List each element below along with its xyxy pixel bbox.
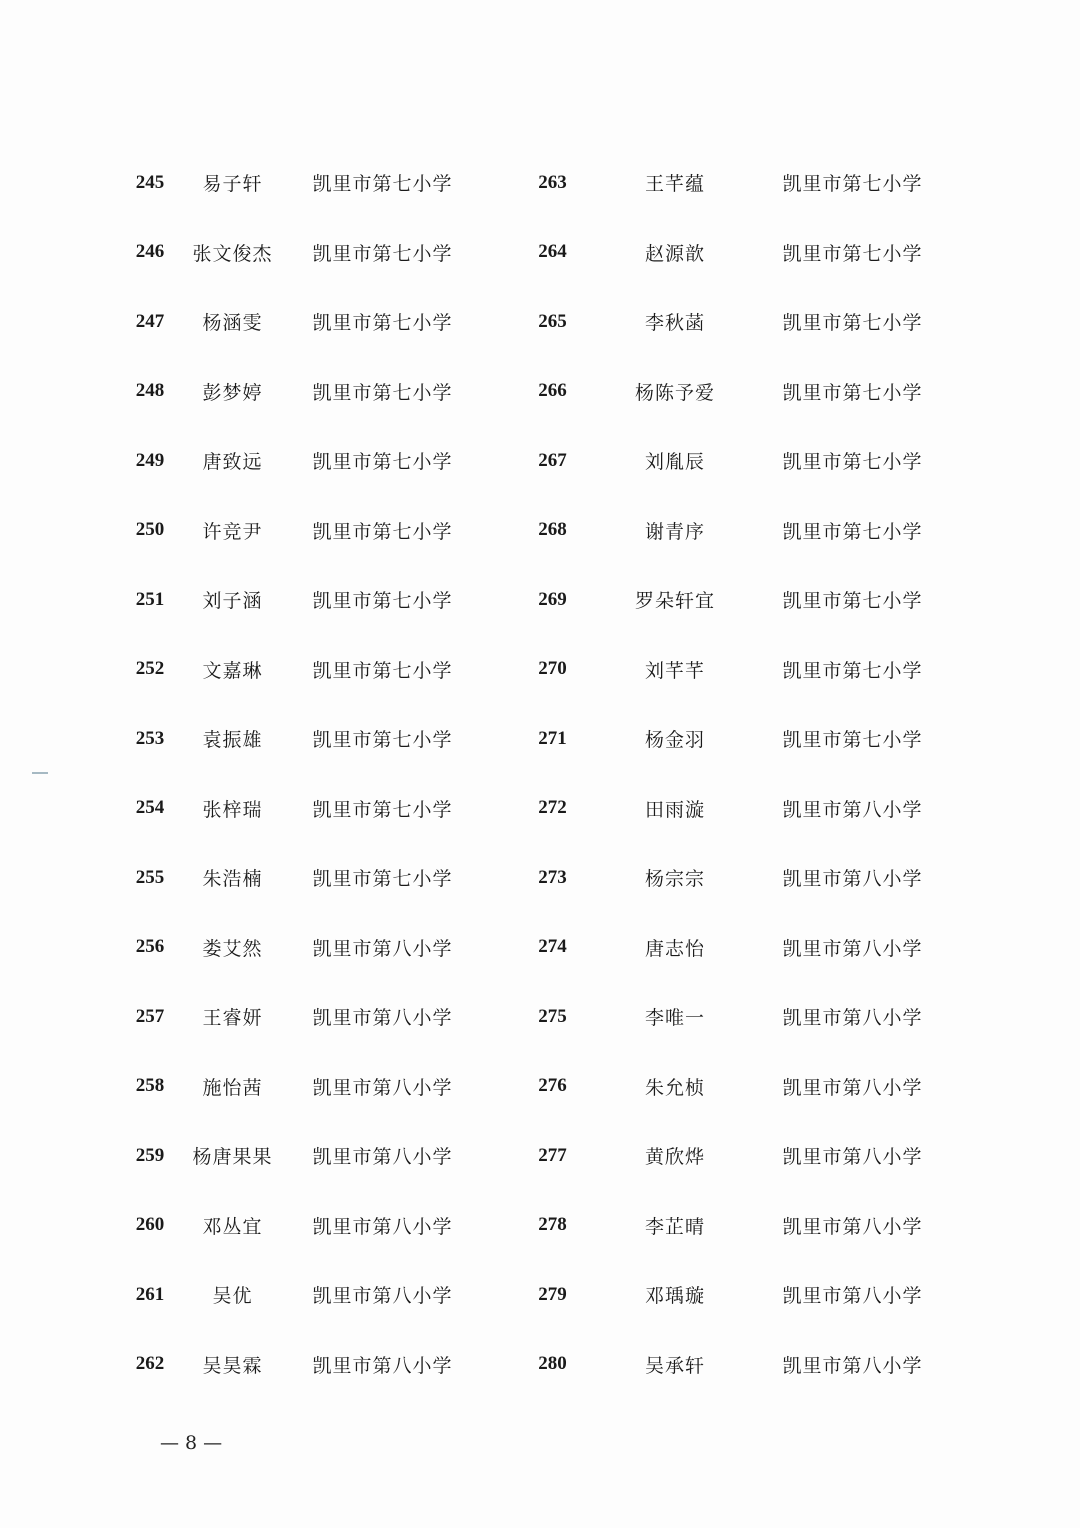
table-row bbox=[110, 148, 490, 218]
student-name: 易子轩 bbox=[202, 173, 263, 196]
school-name: 凯里市第七小学 bbox=[312, 729, 453, 752]
entry-number: 256 bbox=[135, 936, 165, 958]
school-name: 凯里市第七小学 bbox=[782, 451, 923, 474]
entry-number: 269 bbox=[538, 588, 567, 610]
table-row bbox=[110, 426, 490, 496]
scan-mark bbox=[32, 772, 48, 774]
table-row bbox=[110, 1260, 490, 1330]
table-row bbox=[110, 287, 490, 357]
table-row bbox=[510, 843, 950, 913]
student-name: 罗朵轩宜 bbox=[634, 590, 715, 613]
school-name: 凯里市第七小学 bbox=[782, 590, 923, 613]
right-column bbox=[510, 148, 950, 1399]
student-name: 吴承轩 bbox=[644, 1354, 705, 1377]
entry-number: 246 bbox=[135, 241, 165, 263]
school-name: 凯里市第八小学 bbox=[312, 1354, 453, 1377]
student-name: 谢青序 bbox=[644, 520, 705, 543]
student-name: 杨陈予爱 bbox=[634, 381, 715, 404]
school-name: 凯里市第七小学 bbox=[312, 868, 453, 891]
student-name: 彭梦婷 bbox=[202, 381, 263, 404]
school-name: 凯里市第七小学 bbox=[312, 451, 453, 474]
table-row bbox=[510, 218, 950, 288]
student-name: 施怡茜 bbox=[202, 1076, 263, 1099]
table-row bbox=[110, 218, 490, 288]
school-name: 凯里市第八小学 bbox=[312, 1146, 453, 1169]
entry-number: 278 bbox=[538, 1214, 567, 1236]
table-row bbox=[110, 1121, 490, 1191]
entry-number: 279 bbox=[538, 1283, 567, 1305]
student-name: 杨唐果果 bbox=[192, 1146, 273, 1169]
entry-number: 254 bbox=[135, 797, 165, 819]
student-name: 袁振雄 bbox=[202, 729, 263, 752]
table-row bbox=[110, 496, 490, 566]
entry-number: 261 bbox=[135, 1283, 165, 1305]
student-name: 王睿妍 bbox=[202, 1007, 263, 1030]
table-row bbox=[510, 565, 950, 635]
entry-number: 251 bbox=[135, 588, 165, 610]
student-name: 娄艾然 bbox=[202, 937, 263, 960]
table-row bbox=[510, 496, 950, 566]
student-name: 朱允桢 bbox=[644, 1076, 705, 1099]
school-name: 凯里市第八小学 bbox=[312, 1076, 453, 1099]
entry-number: 255 bbox=[135, 866, 165, 888]
school-name: 凯里市第八小学 bbox=[782, 937, 923, 960]
school-name: 凯里市第七小学 bbox=[312, 798, 453, 821]
school-name: 凯里市第八小学 bbox=[782, 1215, 923, 1238]
school-name: 凯里市第七小学 bbox=[312, 520, 453, 543]
table-row bbox=[110, 565, 490, 635]
entry-number: 273 bbox=[538, 866, 567, 888]
school-name: 凯里市第七小学 bbox=[312, 173, 453, 196]
school-name: 凯里市第七小学 bbox=[782, 242, 923, 265]
student-name: 刘子涵 bbox=[202, 590, 263, 613]
entry-number: 270 bbox=[538, 658, 567, 680]
student-name: 田雨漩 bbox=[644, 798, 705, 821]
student-name: 杨涵雯 bbox=[202, 312, 263, 335]
entry-number: 253 bbox=[135, 727, 165, 749]
student-name: 赵源歆 bbox=[644, 242, 705, 265]
entry-number: 264 bbox=[538, 241, 567, 263]
table-row bbox=[510, 1052, 950, 1122]
school-name: 凯里市第八小学 bbox=[782, 1285, 923, 1308]
entry-number: 267 bbox=[538, 449, 567, 471]
school-name: 凯里市第八小学 bbox=[782, 1076, 923, 1099]
student-name: 张文俊杰 bbox=[192, 242, 273, 265]
table-row bbox=[510, 774, 950, 844]
school-name: 凯里市第八小学 bbox=[312, 1285, 453, 1308]
table-row bbox=[110, 1330, 490, 1400]
school-name: 凯里市第七小学 bbox=[312, 242, 453, 265]
school-name: 凯里市第七小学 bbox=[782, 173, 923, 196]
school-name: 凯里市第七小学 bbox=[312, 381, 453, 404]
page-number: — 8 — bbox=[160, 1432, 223, 1454]
student-name: 唐志怡 bbox=[644, 937, 705, 960]
entry-number: 262 bbox=[135, 1353, 165, 1375]
entry-number: 274 bbox=[538, 936, 567, 958]
entry-number: 260 bbox=[135, 1214, 165, 1236]
student-name: 唐致远 bbox=[202, 451, 263, 474]
table-row bbox=[110, 982, 490, 1052]
entry-number: 271 bbox=[538, 727, 567, 749]
entry-number: 259 bbox=[135, 1144, 165, 1166]
entry-number: 249 bbox=[135, 449, 165, 471]
school-name: 凯里市第八小学 bbox=[312, 937, 453, 960]
school-name: 凯里市第八小学 bbox=[782, 1007, 923, 1030]
school-name: 凯里市第七小学 bbox=[312, 312, 453, 335]
table-row bbox=[510, 287, 950, 357]
student-name: 黄欣烨 bbox=[644, 1146, 705, 1169]
entry-number: 247 bbox=[135, 310, 165, 332]
school-name: 凯里市第七小学 bbox=[312, 659, 453, 682]
school-name: 凯里市第七小学 bbox=[312, 590, 453, 613]
entry-number: 258 bbox=[135, 1075, 165, 1097]
school-name: 凯里市第七小学 bbox=[782, 659, 923, 682]
entry-number: 268 bbox=[538, 519, 567, 541]
student-name: 吴优 bbox=[212, 1285, 253, 1308]
table-row bbox=[510, 1121, 950, 1191]
table-row bbox=[510, 1330, 950, 1400]
entry-number: 252 bbox=[135, 658, 165, 680]
student-name: 刘胤辰 bbox=[644, 451, 705, 474]
student-name: 邓丛宜 bbox=[202, 1215, 263, 1238]
student-name: 杨宗宗 bbox=[644, 868, 705, 891]
entry-number: 280 bbox=[538, 1353, 567, 1375]
entry-number: 266 bbox=[538, 380, 567, 402]
school-name: 凯里市第八小学 bbox=[782, 868, 923, 891]
school-name: 凯里市第七小学 bbox=[782, 312, 923, 335]
entry-number: 245 bbox=[135, 171, 165, 193]
table-row bbox=[510, 148, 950, 218]
student-name: 李秋菡 bbox=[644, 312, 705, 335]
table-row bbox=[510, 704, 950, 774]
table-row bbox=[510, 1260, 950, 1330]
entry-number: 257 bbox=[135, 1005, 165, 1027]
table-row bbox=[110, 704, 490, 774]
table-row bbox=[110, 635, 490, 705]
table-row bbox=[110, 774, 490, 844]
table-row bbox=[110, 1191, 490, 1261]
table-row bbox=[510, 635, 950, 705]
school-name: 凯里市第八小学 bbox=[312, 1215, 453, 1238]
table-row bbox=[510, 913, 950, 983]
student-name: 文嘉琳 bbox=[202, 659, 263, 682]
table-row bbox=[110, 913, 490, 983]
student-name: 杨金羽 bbox=[644, 729, 705, 752]
student-name: 李芷晴 bbox=[644, 1215, 705, 1238]
entry-number: 277 bbox=[538, 1144, 567, 1166]
table-row bbox=[110, 1052, 490, 1122]
school-name: 凯里市第七小学 bbox=[782, 520, 923, 543]
table-row bbox=[510, 426, 950, 496]
student-name: 吴昊霖 bbox=[202, 1354, 263, 1377]
table-row bbox=[510, 357, 950, 427]
student-name: 朱浩楠 bbox=[202, 868, 263, 891]
student-name: 邓瑀璇 bbox=[644, 1285, 705, 1308]
school-name: 凯里市第八小学 bbox=[782, 798, 923, 821]
school-name: 凯里市第八小学 bbox=[782, 1146, 923, 1169]
entry-number: 272 bbox=[538, 797, 567, 819]
entry-number: 265 bbox=[538, 310, 567, 332]
student-name: 李唯一 bbox=[644, 1007, 705, 1030]
table-row bbox=[510, 1191, 950, 1261]
entry-number: 248 bbox=[135, 380, 165, 402]
table-row bbox=[110, 843, 490, 913]
student-name: 张梓瑞 bbox=[202, 798, 263, 821]
left-column bbox=[110, 148, 490, 1399]
student-name: 许竞尹 bbox=[202, 520, 263, 543]
student-name: 王芊蕴 bbox=[644, 173, 705, 196]
entry-number: 250 bbox=[135, 519, 165, 541]
table-row bbox=[510, 982, 950, 1052]
table-row bbox=[110, 357, 490, 427]
school-name: 凯里市第八小学 bbox=[312, 1007, 453, 1030]
entry-number: 275 bbox=[538, 1005, 567, 1027]
entry-number: 276 bbox=[538, 1075, 567, 1097]
student-name: 刘芊芊 bbox=[644, 659, 705, 682]
entry-number: 263 bbox=[538, 171, 567, 193]
school-name: 凯里市第八小学 bbox=[782, 1354, 923, 1377]
school-name: 凯里市第七小学 bbox=[782, 729, 923, 752]
school-name: 凯里市第七小学 bbox=[782, 381, 923, 404]
